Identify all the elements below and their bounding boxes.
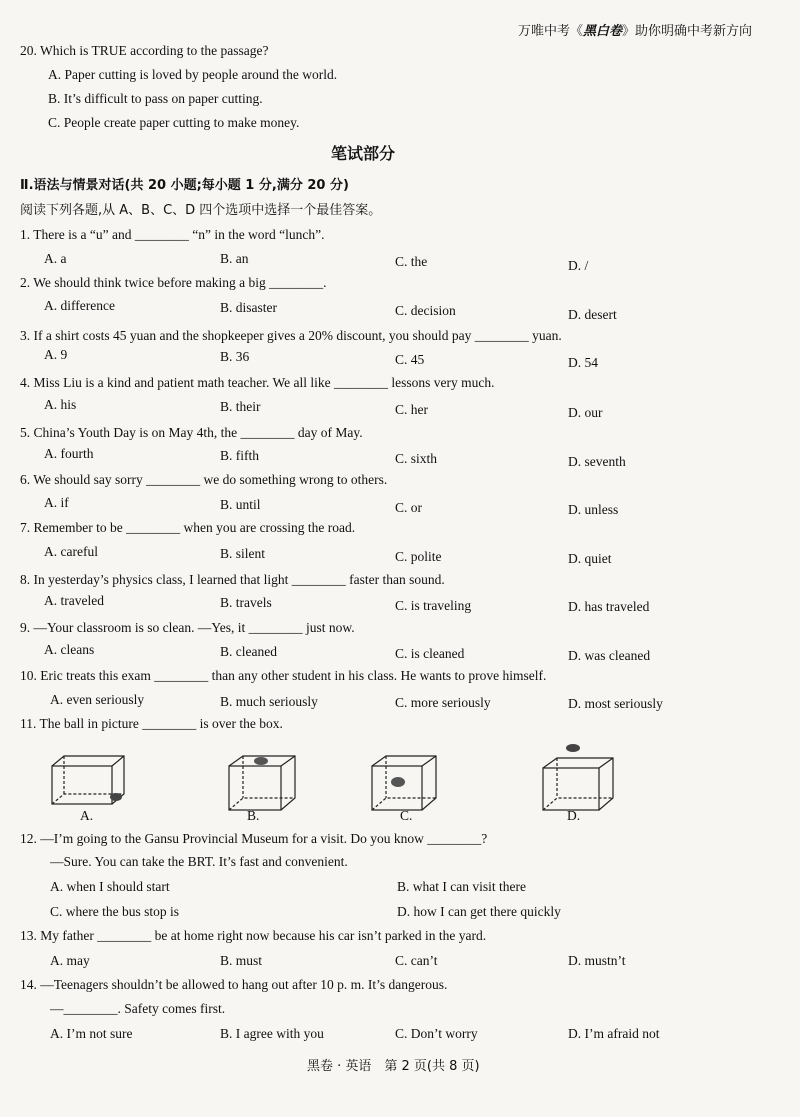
- question-stem: 20. Which is TRUE according to the passage?: [20, 43, 269, 58]
- option: A. even seriously: [50, 692, 145, 707]
- ball-icon: [254, 757, 268, 765]
- option: A. cleans: [44, 642, 95, 657]
- option: B. fifth: [220, 448, 259, 463]
- option: C. the: [395, 254, 428, 269]
- question-stem: 8. In yesterday’s physics class, I learned that light ________ faster than sound.: [20, 572, 445, 587]
- picture-b: [225, 748, 325, 816]
- option: C. decision: [395, 303, 456, 318]
- picture-label: D.: [567, 808, 581, 823]
- option: B. cleaned: [220, 644, 277, 659]
- question-stem: 7. Remember to be ________ when you are crossing the road.: [20, 520, 356, 535]
- question-stem: 3. If a shirt costs 45 yuan and the shopkeeper gives a 20% discount, you should pay ________ yuan.: [20, 328, 562, 343]
- option: A. difference: [44, 298, 115, 313]
- option: C. her: [395, 402, 428, 417]
- option: D. I’m afraid not: [568, 1026, 660, 1041]
- option: B. must: [220, 953, 263, 968]
- option: C. is cleaned: [395, 646, 465, 661]
- header-prefix: 万唯中考《: [517, 24, 583, 39]
- option: C. is traveling: [395, 598, 472, 613]
- option: C. People create paper cutting to make money.: [48, 115, 300, 130]
- page-footer: 黑卷 · 英语 第 2 页(共 8 页): [307, 1059, 480, 1074]
- picture-label: B.: [247, 808, 260, 823]
- question-stem: 1. There is a “u” and ________ “n” in the word “lunch”.: [20, 227, 325, 242]
- option: D. mustn’t: [568, 953, 626, 968]
- option: D. how I can get there quickly: [397, 904, 561, 919]
- option: D. was cleaned: [568, 648, 651, 663]
- question-stem: 9. —Your classroom is so clean. —Yes, it ________ just now.: [20, 620, 355, 635]
- option: C. Don’t worry: [395, 1026, 478, 1041]
- option: C. where the bus stop is: [50, 904, 179, 919]
- option: A. traveled: [44, 593, 104, 608]
- option: B. 36: [220, 349, 250, 364]
- option: B. silent: [220, 546, 266, 561]
- option: A. fourth: [44, 446, 94, 461]
- option: A. if: [44, 495, 69, 510]
- option: A. a: [44, 251, 67, 266]
- picture-a: [40, 748, 140, 816]
- section-title: 笔试部分: [331, 144, 396, 163]
- ball-icon: [110, 793, 122, 801]
- question-stem: 6. We should say sorry ________ we do something wrong to others.: [20, 472, 388, 487]
- header-brand: 黑白卷: [582, 24, 622, 39]
- option: C. can’t: [395, 953, 438, 968]
- option: A. Paper cutting is loved by people around the world.: [48, 67, 338, 82]
- question-stem: 11. The ball in picture ________ is over the box.: [20, 716, 283, 731]
- option: D. 54: [568, 355, 598, 370]
- option: B. much seriously: [220, 694, 318, 709]
- option: B. an: [220, 251, 249, 266]
- option: D. seventh: [568, 454, 626, 469]
- question-stem: 10. Eric treats this exam ________ than any other student in his class. He wants to prove himself.: [20, 668, 547, 683]
- option: B. their: [220, 399, 261, 414]
- ball-icon: [566, 744, 580, 752]
- header-suffix: 》助你明确中考新方向: [621, 24, 752, 39]
- option: D. has traveled: [568, 599, 650, 614]
- page-header: [518, 20, 752, 39]
- picture-c: [368, 750, 468, 818]
- ball-icon: [391, 777, 405, 787]
- option: A. 9: [44, 347, 68, 362]
- option: D. most seriously: [568, 696, 663, 711]
- option: D. desert: [568, 307, 617, 322]
- option: B. travels: [220, 595, 272, 610]
- option: C. polite: [395, 549, 442, 564]
- option: A. may: [50, 953, 90, 968]
- question-stem: 5. China’s Youth Day is on May 4th, the ________ day of May.: [20, 425, 363, 440]
- picture-label: C.: [400, 808, 413, 823]
- option: A. I’m not sure: [50, 1026, 133, 1041]
- option: B. disaster: [220, 300, 277, 315]
- option: D. our: [568, 405, 603, 420]
- question-stem: 14. —Teenagers shouldn’t be allowed to hang out after 10 p. m. It’s dangerous.: [20, 977, 448, 992]
- reply: —Sure. You can take the BRT. It’s fast and convenient.: [50, 854, 348, 869]
- option: D. unless: [568, 502, 619, 517]
- instruction: 阅读下列各题,从 A、B、C、D 四个选项中选择一个最佳答案。: [20, 203, 382, 218]
- option: C. or: [395, 500, 422, 515]
- section-heading: Ⅱ.语法与情景对话(共 20 小题;每小题 1 分,满分 20 分): [20, 178, 349, 193]
- question-stem: 12. —I’m going to the Gansu Provincial Museum for a visit. Do you know ________?: [20, 831, 488, 846]
- option: A. careful: [44, 544, 98, 559]
- option: B. until: [220, 497, 261, 512]
- option: B. It’s difficult to pass on paper cutting.: [48, 91, 263, 106]
- option: A. when I should start: [50, 879, 170, 894]
- option: B. I agree with you: [220, 1026, 324, 1041]
- option: C. sixth: [395, 451, 438, 466]
- picture-d: [535, 740, 635, 818]
- question-stem: 13. My father ________ be at home right now because his car isn’t parked in the yard.: [20, 928, 487, 943]
- option: B. what I can visit there: [397, 879, 526, 894]
- reply: —________. Safety comes first.: [50, 1001, 226, 1016]
- option: D. quiet: [568, 551, 612, 566]
- option: A. his: [44, 397, 77, 412]
- picture-label: A.: [80, 808, 94, 823]
- option: D. /: [568, 258, 589, 273]
- question-stem: 2. We should think twice before making a big ________.: [20, 275, 327, 290]
- option: C. 45: [395, 352, 425, 367]
- question-stem: 4. Miss Liu is a kind and patient math teacher. We all like ________ lessons very much.: [20, 375, 495, 390]
- option: C. more seriously: [395, 695, 491, 710]
